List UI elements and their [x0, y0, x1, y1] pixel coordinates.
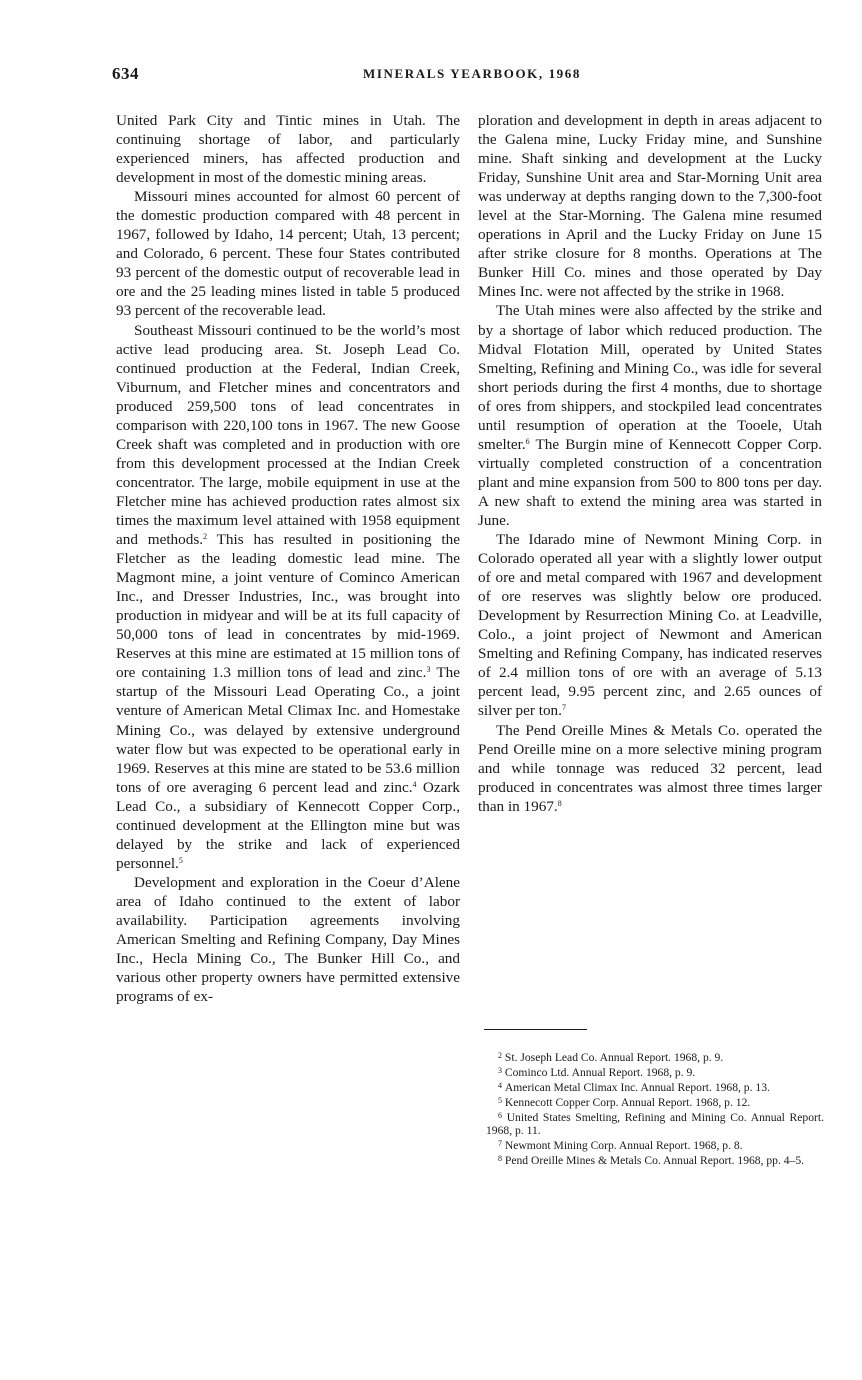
right-column [478, 111, 822, 816]
footnote [486, 1050, 824, 1065]
paragraph [478, 301, 822, 530]
footnote-text: Cominco Ltd. Annual Report. 1968, p. 9. [504, 1065, 696, 1079]
text-run: The Utah mines were also affected by the strike and by a shortage of labor which reduced production. The Midval Flotation Mill, operated by United States Smelting, Refining and Mining Co., was idle for several short periods during the first 4 months, due to shortage of ores from shippers, and stockpiled lead concentrates until resumption of operation at the Tooele, Utah smelter. [478, 302, 822, 453]
footnote-text: St. Joseph Lead Co. Annual Report. 1968, p. 9. [504, 1051, 724, 1064]
footnote-number: 7 [498, 1138, 502, 1148]
footnote-ref: 5 [178, 855, 183, 865]
footnote-number: 3 [498, 1065, 502, 1075]
paragraph [478, 530, 822, 720]
text-run: The Burgin mine of Kennecott Copper Corp. virtually completed construction of a concentration plant and mine expansion from 500 to 800 tons per day. A new shaft to extend the mining area was started in June. [478, 435, 822, 529]
text-run: The startup of the Missouri Lead Operating Co., a joint venture of American Metal Climax Inc. and Homestake Mining Co., was delayed by extensive underground water flow but was expected to be operational early in 1969. Reserves at this mine are stated to be 53.6 million tons of ore averaging 6 percent lead and zinc. [116, 664, 460, 796]
footnote [486, 1080, 824, 1095]
footnote-text: United States Smelting, Refining and Mining Co. Annual Report. 1968, p. 11. [486, 1110, 824, 1137]
footnote-ref: 4 [412, 779, 417, 789]
paragraph: Development and exploration in the Coeur d’Alene area of Idaho continued to the extent of labor availability. Participation agreements involving American Smelting and Refining Company, Day Mines Inc., Hecla Mining Co., The Bunker Hill Co., and various other property owners have permitted extensive programs of ex- [116, 873, 460, 1006]
footnote-number: 6 [498, 1110, 502, 1120]
footnote-text: American Metal Climax Inc. Annual Report. 1968, p. 13. [504, 1080, 770, 1094]
footnote [486, 1065, 824, 1080]
footnote [486, 1153, 824, 1168]
paragraph: Missouri mines accounted for almost 60 percent of the domestic production compared with 48 percent in 1967, followed by Idaho, 14 percent; Utah, 13 percent; and Colorado, 6 percent. These four States contributed 93 percent of the domestic output of recoverable lead in ore and the 25 leading mines listed in table 5 produced 93 percent of the recoverable lead. [116, 188, 460, 320]
footnote [486, 1138, 824, 1153]
footnote-ref: 7 [561, 703, 566, 713]
footnote-number: 4 [498, 1080, 502, 1090]
left-column [116, 111, 460, 1006]
footnote-divider [484, 1029, 587, 1030]
text-run: Ozark Lead Co., a subsidiary of Kennecott Copper Corp., continued development at the Ellington mine but was delayed by the strike and lack of experienced personnel. [116, 778, 460, 872]
page-number: 634 [112, 64, 139, 83]
text-run: This has resulted in positioning the Fletcher as the leading domestic lead mine. The Magmont mine, a joint venture of Cominco American Inc., and Dresser Industries, Inc., was brought into production in midyear and will be at its full capacity of 50,000 tons of lead in concentrates by mid-1969. Reserves at this mine are estimated at 15 million tons of ore containing 1.3 million tons of lead and zinc. [116, 531, 460, 682]
footnote-ref: 2 [203, 532, 208, 542]
page-header [112, 64, 832, 88]
footnotes [486, 1050, 824, 1168]
footnote-ref: 6 [525, 436, 530, 446]
paragraph [478, 721, 822, 816]
footnote-ref: 8 [557, 798, 562, 808]
footnote-ref: 3 [426, 665, 431, 675]
paragraph: ploration and development in depth in areas adjacent to the Galena mine, Lucky Friday mine, and Sunshine mine. Shaft sinking and development at the Lucky Friday, Sunshine Unit area and Star-Morning Unit area was underway at depths ranging down to the 7,300-foot level at the Star-Morning. The Galena mine resumed operations in April and the Lucky Friday on June 15 after strike closure for 8 months. Operations at The Bunker Hill Co. mines and those operated by Day Mines Inc. were not affected by the strike in 1968. [478, 112, 822, 301]
text-run: The Idarado mine of Newmont Mining Corp. in Colorado operated all year with a slightly lower output of ore and metal compared with 1967 and development of ore reserves was slightly below ore produced. Development by Resurrection Mining Co. at Leadville, Colo., a joint project of Newmont and American Smelting and Refining Company, has indicated reserves of 2.4 million tons of ore with an average of 5.13 percent lead, 9.95 percent zinc, and 2.65 ounces of silver per ton. [478, 531, 822, 720]
footnote-number: 2 [498, 1051, 502, 1060]
footnote [486, 1110, 824, 1138]
footnote [486, 1095, 824, 1110]
footnote-text: Kennecott Copper Corp. Annual Report. 1968, p. 12. [504, 1095, 751, 1109]
footnote-text: Newmont Mining Corp. Annual Report. 1968, p. 8. [504, 1138, 743, 1152]
footnote-number: 5 [498, 1095, 502, 1105]
text-run: The Pend Oreille Mines & Metals Co. operated the Pend Oreille mine on a more selective mining program and while tonnage was reduced 32 percent, lead produced in concentrates was almost three times larger than in 1967. [478, 721, 822, 815]
footnote-number: 8 [498, 1153, 502, 1163]
running-title: MINERALS YEARBOOK, 1968 [363, 66, 581, 81]
text-run: Southeast Missouri continued to be the world’s most active lead producing area. St. Joseph Lead Co. continued production at the Federal, Indian Creek, Viburnum, and Fletcher mines and concentrators and produced 259,500 tons of lead concentrates in comparison with 220,100 tons in 1967. The new Goose Creek shaft was completed and in production with ore from this development processed at the Indian Creek concentrator. The large, mobile equipment in use at the Fletcher mine has achieved production rates almost six times the maximum level attained with 1958 equipment and methods. [116, 321, 460, 549]
paragraph: United Park City and Tintic mines in Utah. The continuing shortage of labor, and particularly experienced miners, has affected production and development in most of the domestic mining areas. [116, 112, 460, 187]
paragraph [116, 321, 460, 873]
footnote-text: Pend Oreille Mines & Metals Co. Annual Report. 1968, pp. 4–5. [504, 1153, 805, 1167]
